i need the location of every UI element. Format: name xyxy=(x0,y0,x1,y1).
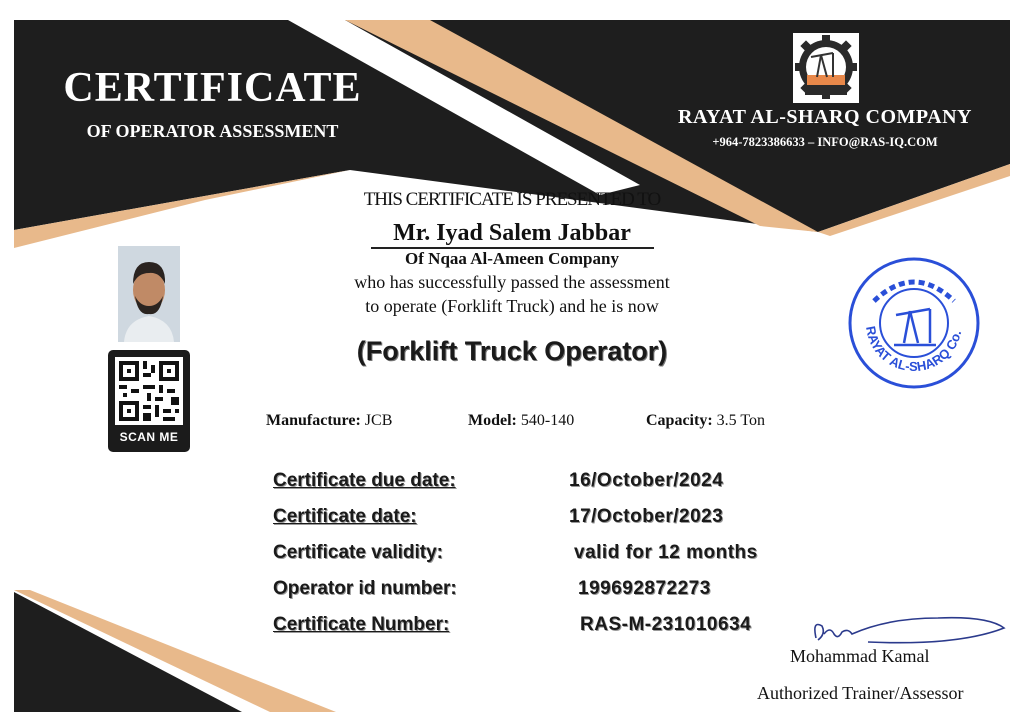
assessment-text-line1: who has successfully passed the assessment xyxy=(354,272,670,292)
certificate-date-label: Certificate date: xyxy=(273,506,417,527)
scan-me-label: SCAN ME xyxy=(119,430,179,444)
presented-to-heading: THIS CERTIFICATE IS PRESENTED TO xyxy=(363,189,661,210)
spec-capacity xyxy=(646,412,765,430)
company-stamp-icon xyxy=(844,253,984,393)
signer-title: Authorized Trainer/Assessor xyxy=(757,683,964,703)
operator-photo xyxy=(118,246,180,342)
model-label: Model: xyxy=(468,412,517,429)
company-contact: +964-7823386633 – INFO@RAS-IQ.COM xyxy=(712,135,938,149)
certificate-number-value: RAS-M-231010634 xyxy=(580,614,752,635)
certificate-title: CERTIFICATE xyxy=(63,65,362,111)
company-name: RAYAT AL-SHARQ COMPANY xyxy=(678,106,972,128)
qr-pattern xyxy=(115,357,183,425)
job-title: (Forklift Truck Operator) xyxy=(356,336,668,366)
model-value: 540-140 xyxy=(520,412,575,429)
certificate-subtitle: OF OPERATOR ASSESSMENT xyxy=(86,121,339,141)
stamp-text: RAYAT AL-SHARQ Co. xyxy=(862,324,965,375)
operator-id-label: Operator id number: xyxy=(273,578,457,599)
manufacture-value: JCB xyxy=(364,412,393,429)
due-date-label: Certificate due date: xyxy=(273,470,456,491)
due-date-value: 16/October/2024 xyxy=(569,470,724,491)
spec-model xyxy=(468,412,574,430)
svg-text:RAYAT AL-SHARQ Co. xyxy=(863,325,964,374)
spec-manufacture xyxy=(266,412,392,430)
validity-label: Certificate validity: xyxy=(273,542,443,563)
operator-id-value: 199692872273 xyxy=(578,578,711,599)
certificate-date-value: 17/October/2023 xyxy=(569,506,724,527)
certificate-number-label: Certificate Number: xyxy=(273,614,450,635)
qr-code[interactable] xyxy=(108,350,190,452)
recipient-company: Of Nqaa Al-Ameen Company xyxy=(405,249,619,268)
qr-code-icon xyxy=(115,357,183,425)
capacity-value: 3.5 Ton xyxy=(716,412,766,429)
bottom-dark-corner xyxy=(14,592,242,712)
assessment-text-line2: to operate (Forklift Truck) and he is now xyxy=(365,296,659,316)
manufacture-label: Manufacture: xyxy=(266,412,361,429)
capacity-label: Capacity: xyxy=(646,412,713,429)
person-photo-icon xyxy=(118,246,180,342)
validity-value: valid for 12 months xyxy=(574,542,758,563)
recipient-name: Mr. Iyad Salem Jabbar xyxy=(393,220,631,246)
signer-name: Mohammad Kamal xyxy=(790,646,930,666)
company-logo-icon xyxy=(793,33,859,103)
